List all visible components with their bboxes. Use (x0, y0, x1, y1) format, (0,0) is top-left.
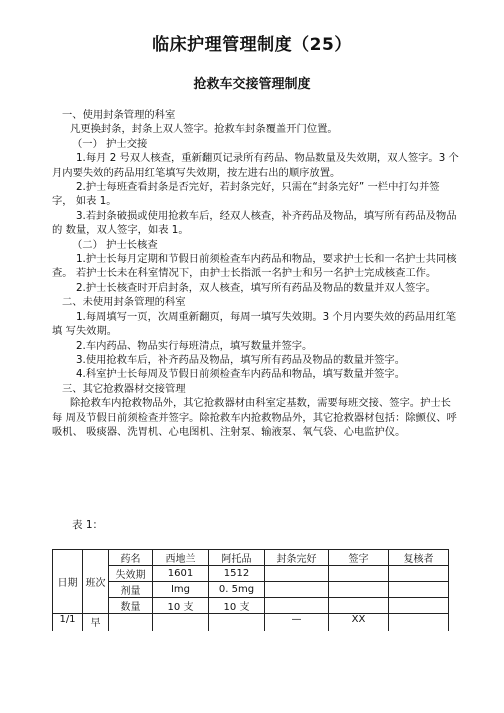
paragraph: 3.若封条破损或使用抢救车后，经双人核查，补齐药品及物品，填写所有药品及物品的 数量，双人签字，如表 1。 (52, 209, 457, 237)
table-cell (265, 566, 329, 582)
table-row (53, 614, 449, 632)
table-cell (389, 598, 449, 614)
reviewer-header: 复核者 (389, 550, 449, 566)
paragraph: 2.车内药品、物品实行每班清点，填写数量并签字。 (76, 339, 313, 352)
paragraph: 1.每周填写一页，次周重新翻页，每周一填写失效期。3 个月内要失效的药品用红笔填 写失效期。 (52, 310, 457, 338)
paragraph: 4.科室护士长每周及节假日前须检查车内药品和物品，填写数量并签字。 (76, 368, 406, 381)
subsection-heading: （二） 护士长核查 (72, 238, 158, 251)
paragraph: 3.使用抢救车后，补齐药品及物品，填写所有药品及物品的数量并签字。 (76, 353, 406, 366)
table-row (53, 566, 449, 582)
table-cell (329, 582, 389, 598)
table-caption: 表 1： (72, 519, 104, 531)
paragraph: 2.护士每班查看封条是否完好，若封条完好，只需在“封条完好” 一栏中打勾并签字， 如表 1。 (52, 181, 440, 208)
paragraph: 除抢救车内抢救物品外，其它抢救器材由科室定基数，需要每班交接、签字。护士长每 周及节假日前须检查并签字。除抢救车内抢救物品外，其它抢救器材包括：除颤仪、呼吸机、 吸痰器、洗胃机、心电图机、注射泵、输液泵、氧气袋、心电监护仪。 (52, 397, 457, 438)
table-cell (265, 582, 329, 598)
table-cell (389, 614, 449, 632)
drug-name: 西地兰 (153, 550, 209, 566)
drug-dose: Img (153, 582, 209, 598)
paragraph: 1.护士长每月定期和节假日前须检查车内药品和物品，要求护士长和一名护士共同核查。 若护士长未在科室情况下，由护士长指派一名护士和另一名护士完成核查工作。 (52, 253, 457, 280)
section-heading: 二、未使用封条管理的科室 (62, 296, 186, 309)
section-heading: 一、使用封条管理的科室 (62, 109, 176, 121)
handover-table (52, 549, 449, 631)
table-cell (153, 614, 209, 632)
paragraph: 1.每月 2 号双人核查，重新翻页记录所有药品、物品数量及失效期，双人签字。3 个月内要失效的药品用红笔填写失效期，按左进右出的顺序放置。 (52, 152, 459, 179)
date-header: 日期 (53, 550, 83, 614)
table-cell (209, 614, 265, 632)
table-cell (389, 582, 449, 598)
table-cell (329, 566, 389, 582)
section-heading: 三、其它抢救器材交接管理 (62, 382, 186, 395)
paragraph: 2.护士长核查时开启封条，双人核查，填写所有药品及物品的数量并双人签字。 (76, 281, 436, 294)
drug-quantity: 10 支 (209, 598, 265, 614)
paragraph: 凡更换封条，封条上双人签字。抢救车封条覆盖开门位置。 (70, 123, 338, 136)
document-title: 临床护理管理制度（25） (152, 35, 352, 55)
row-label: 剂量 (109, 582, 153, 598)
drug-expiry: 1601 (153, 566, 209, 582)
table-cell (265, 598, 329, 614)
entry-shift: 早 (83, 614, 109, 632)
shift-header: 班次 (83, 550, 109, 614)
table-cell (109, 614, 153, 632)
table-cell (329, 598, 389, 614)
document-subtitle: 抢救车交接管理制度 (193, 77, 311, 92)
table-row (53, 550, 449, 566)
document-body (52, 108, 460, 439)
drug-expiry: 1512 (209, 566, 265, 582)
drug-name: 阿托品 (209, 550, 265, 566)
entry-seal-intact: — (265, 614, 329, 632)
signature-header: 签字 (329, 550, 389, 566)
row-label: 失效期 (109, 566, 153, 582)
table-row (53, 582, 449, 598)
entry-signature: XX (329, 614, 389, 632)
seal-intact-header: 封条完好 (265, 550, 329, 566)
row-label: 药名 (109, 550, 153, 566)
table-cell (389, 566, 449, 582)
table-row (53, 598, 449, 614)
drug-dose: 0. 5mg (209, 582, 265, 598)
entry-date: 1/1 (53, 614, 83, 632)
drug-quantity: 10 支 (153, 598, 209, 614)
subsection-heading: （一） 护士交接 (72, 137, 148, 150)
row-label: 数量 (109, 598, 153, 614)
